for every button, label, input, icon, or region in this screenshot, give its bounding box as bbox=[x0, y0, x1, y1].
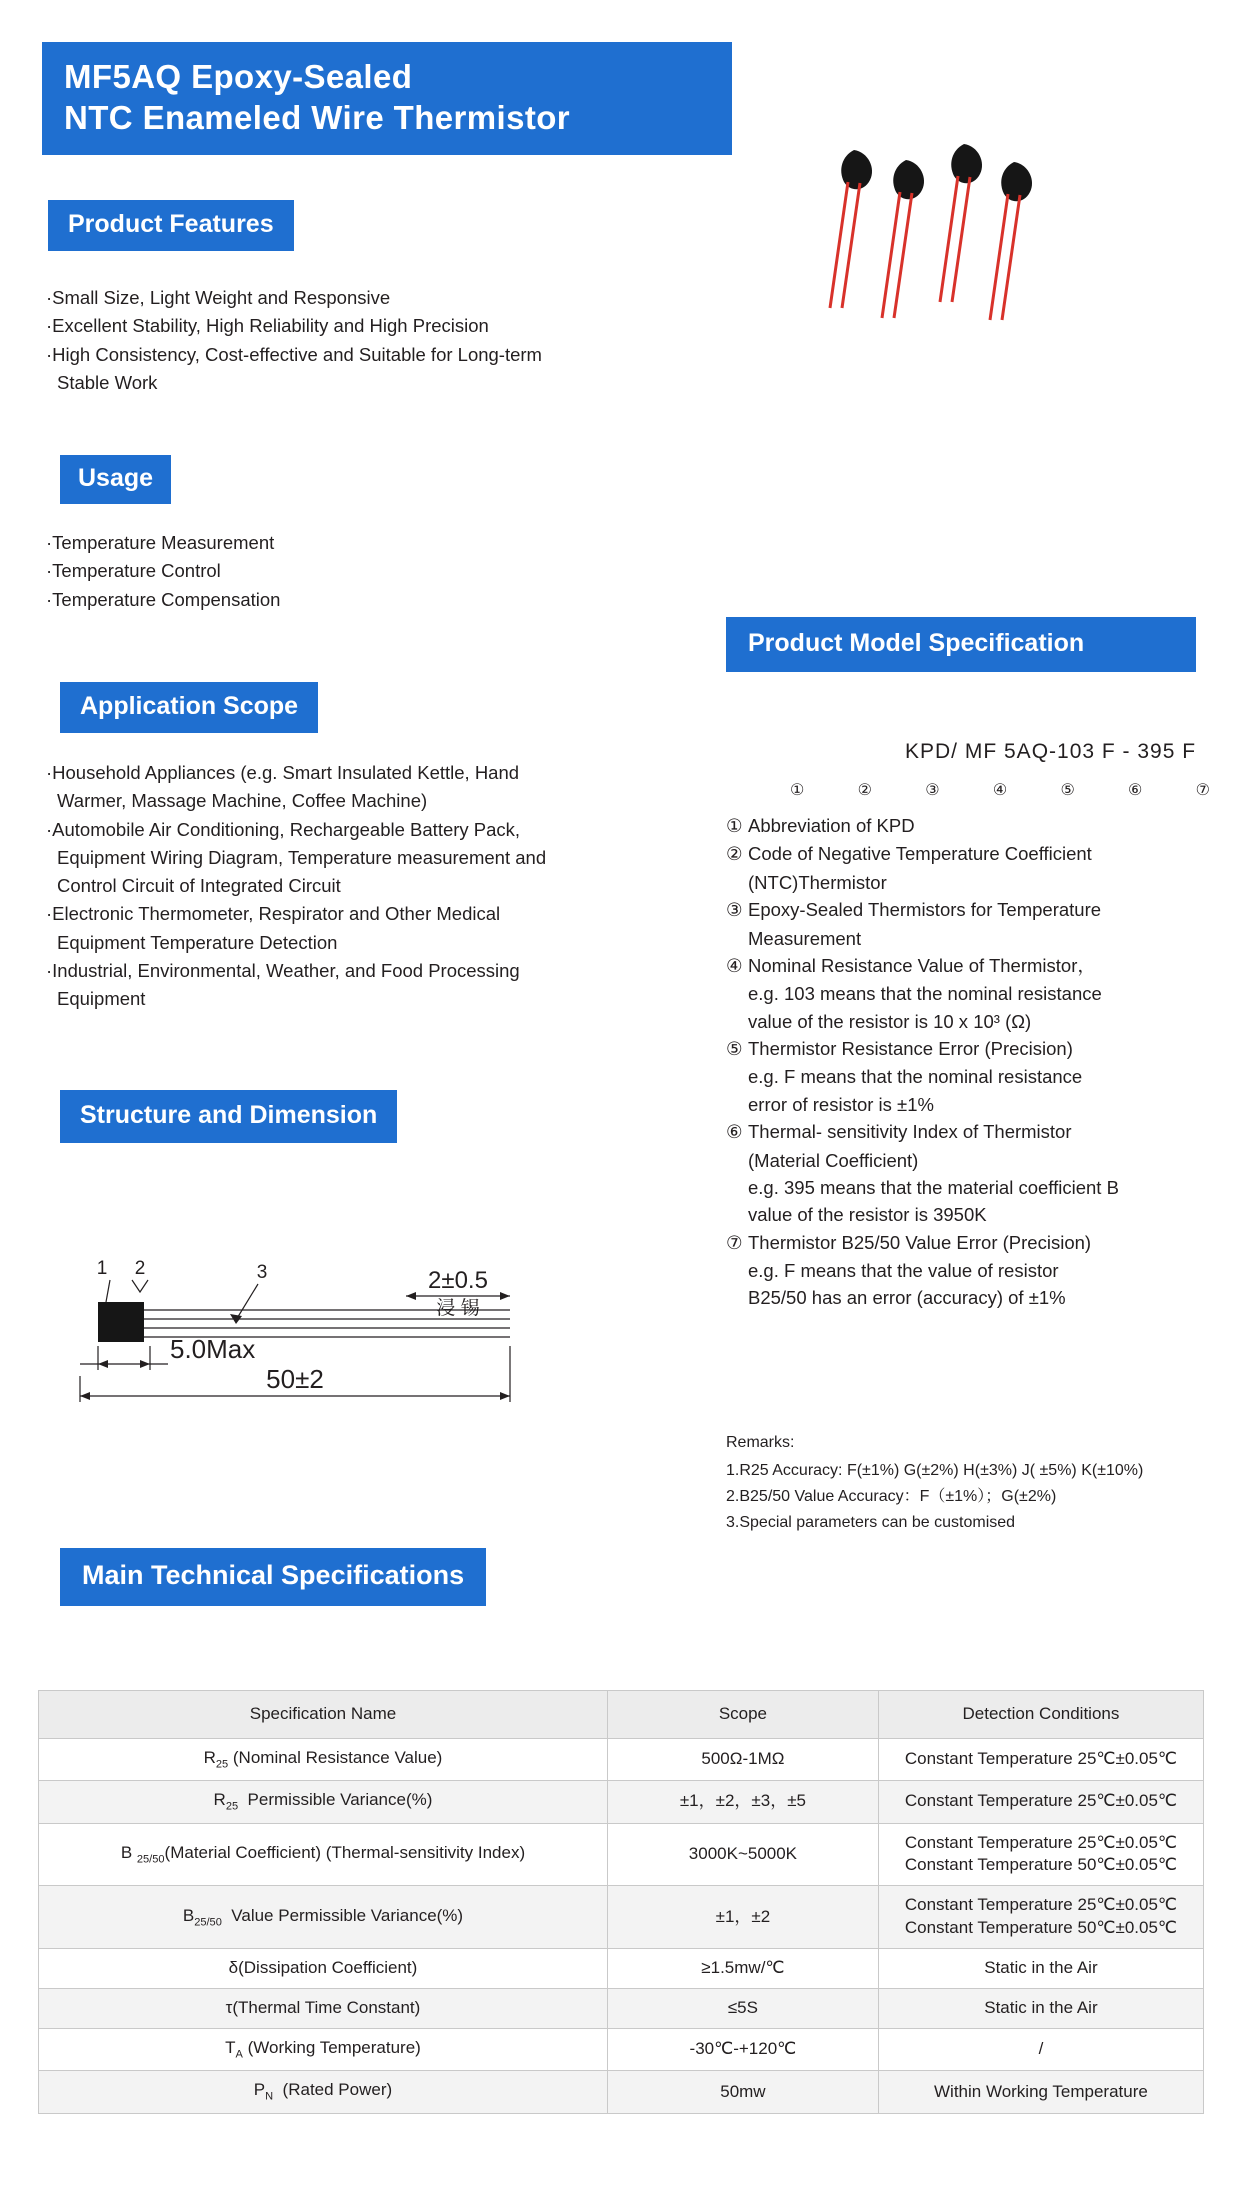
list-item bbox=[726, 952, 1206, 979]
section-heading-application-scope: Application Scope bbox=[60, 682, 318, 733]
marker: ⑤ bbox=[726, 1038, 743, 1059]
legend-text: (NTC)Thermistor bbox=[748, 871, 887, 893]
list-item: Stable Work bbox=[57, 371, 158, 393]
marker: ④ bbox=[726, 954, 743, 976]
cell-scope: 500Ω-1MΩ bbox=[607, 1738, 878, 1780]
spec-table bbox=[38, 1690, 1204, 2114]
cell-conditions: Within Working Temperature bbox=[878, 2071, 1203, 2113]
legend-text: e.g. F means that the nominal resistance bbox=[748, 1066, 1083, 1088]
legend-text: B25/50 has an error (accuracy) of ±1% bbox=[748, 1287, 1066, 1309]
list-item: ·Temperature Control bbox=[46, 560, 221, 582]
cell-name: $P_N$ (Rated Power) bbox=[39, 2071, 608, 2113]
legend-text: Measurement bbox=[748, 927, 862, 949]
legend-text: Thermistor Resistance Error (Precision) bbox=[748, 1038, 1073, 1059]
list-item: ·Industrial, Environmental, Weather, and Food Processing bbox=[46, 959, 520, 981]
dimension-body: 5.0Max bbox=[170, 1334, 256, 1364]
model-legend-list bbox=[726, 812, 1206, 1312]
cell-conditions: Constant Temperature 25℃±0.05℃ bbox=[878, 1738, 1203, 1780]
column-header-conditions: Detection Conditions bbox=[878, 1691, 1203, 1739]
cell-name: $T_A$ (Working Temperature) bbox=[39, 2029, 608, 2071]
table-row bbox=[39, 1823, 1204, 1886]
table-row bbox=[39, 2029, 1204, 2071]
list-item: ·Excellent Stability, High Reliability and High Precision bbox=[46, 315, 489, 337]
legend-text: value of the resistor is 3950K bbox=[748, 1204, 987, 1226]
cell-conditions: Static in the Air bbox=[878, 1949, 1203, 1989]
cell-scope: ±1，±2，±3，±5 bbox=[607, 1781, 878, 1823]
list-item: ·Automobile Air Conditioning, Rechargeable Battery Pack, bbox=[46, 818, 521, 840]
table-header-row bbox=[39, 1691, 1204, 1739]
cell-name: δ(Dissipation Coefficient) bbox=[39, 1949, 608, 1989]
legend-text: Abbreviation of KPD bbox=[748, 815, 915, 836]
remarks-line: 3.Special parameters can be customised bbox=[726, 1513, 1016, 1531]
dimension-top-note: 浸 锡 bbox=[436, 1298, 480, 1319]
marker: ② bbox=[857, 782, 872, 799]
list-item: ·Small Size, Light Weight and Responsive bbox=[46, 287, 391, 308]
table-row bbox=[39, 1949, 1204, 1989]
remarks-line: 1.R25 Accuracy: F(±1%) G(±2%) H(±3%) J( ±5%) K(±10%) bbox=[726, 1461, 1144, 1479]
callout-3: 3 bbox=[256, 1262, 268, 1283]
marker: ⑥ bbox=[726, 1121, 743, 1143]
list-item: Equipment Temperature Detection bbox=[57, 931, 338, 953]
legend-text: Epoxy-Sealed Thermistors for Temperature bbox=[748, 899, 1102, 921]
marker: ④ bbox=[992, 782, 1008, 799]
section-heading-structure: Structure and Dimension bbox=[60, 1090, 397, 1143]
table-row bbox=[39, 1781, 1204, 1823]
cell-scope: ±1，±2 bbox=[607, 1886, 878, 1949]
list-item: ·Household Appliances (e.g. Smart Insulated Kettle, Hand bbox=[46, 762, 520, 783]
list-item: ·Temperature Compensation bbox=[46, 588, 281, 610]
section-heading-usage: Usage bbox=[60, 455, 171, 504]
model-code-markers bbox=[790, 780, 1210, 800]
marker: ① bbox=[726, 815, 743, 836]
marker: ③ bbox=[726, 899, 743, 921]
callout-1: 1 bbox=[96, 1258, 108, 1279]
marker: ⑥ bbox=[1128, 782, 1143, 799]
legend-text: e.g. F means that the value of resistor bbox=[748, 1260, 1059, 1281]
dimension-top: 2±0.5 bbox=[428, 1267, 488, 1294]
legend-text: e.g. 395 means that the material coefficient B bbox=[748, 1176, 1119, 1198]
list-item bbox=[726, 1229, 1206, 1256]
list-item: ·High Consistency, Cost-effective and Suitable for Long-term bbox=[46, 343, 542, 365]
condition-line: Constant Temperature 25℃±0.05℃ bbox=[904, 1895, 1177, 1915]
list-item: ·Electronic Thermometer, Respirator and Other Medical bbox=[46, 903, 501, 925]
list-item bbox=[726, 896, 1206, 923]
page-title-line1: MF5AQ Epoxy-Sealed bbox=[64, 58, 413, 95]
list-item: ·Temperature Measurement bbox=[46, 532, 275, 553]
legend-text: Nominal Resistance Value of Thermistor， bbox=[748, 954, 1096, 976]
cell-conditions: Static in the Air bbox=[878, 1989, 1203, 2029]
cell-scope: 3000K~5000K bbox=[607, 1823, 878, 1886]
dimension-total: 50±2 bbox=[266, 1364, 324, 1394]
cell-scope: -30℃-+120℃ bbox=[607, 2029, 878, 2071]
marker: ① bbox=[790, 782, 805, 799]
cell-conditions bbox=[878, 1886, 1203, 1949]
cell-name: $R_{25}$ Permissible Variance(%) bbox=[39, 1781, 608, 1823]
list-item bbox=[726, 1035, 1206, 1062]
cell-conditions bbox=[878, 1823, 1203, 1886]
condition-line: Constant Temperature 50℃±0.05℃ bbox=[904, 1918, 1177, 1938]
condition-line: Constant Temperature 25℃±0.05℃ bbox=[904, 1832, 1177, 1852]
cell-scope: ≥1.5mw/℃ bbox=[607, 1949, 878, 1989]
remarks-line: 2.B25/50 Value Accuracy：F（±1%）；G(±2%) bbox=[726, 1487, 1057, 1505]
application-scope-list bbox=[46, 760, 686, 1014]
list-item: Warmer, Massage Machine, Coffee Machine) bbox=[57, 790, 428, 812]
cell-scope: ≤5S bbox=[607, 1989, 878, 2029]
usage-list bbox=[46, 530, 566, 615]
dimension-drawing-svg bbox=[40, 1180, 660, 1510]
table-row bbox=[39, 1989, 1204, 2029]
cell-scope: 50mw bbox=[607, 2071, 878, 2113]
marker: ② bbox=[726, 843, 743, 865]
cell-name: $B_{25/50}$ Value Permissible Variance(%) bbox=[39, 1886, 608, 1949]
thermistor-illustration bbox=[790, 130, 1180, 420]
list-item: Control Circuit of Integrated Circuit bbox=[57, 875, 341, 897]
column-header-name: Specification Name bbox=[39, 1691, 608, 1739]
marker: ③ bbox=[925, 782, 940, 799]
model-code: KPD/ MF 5AQ-103 F - 395 F bbox=[905, 740, 1197, 763]
list-item: Equipment bbox=[57, 988, 146, 1010]
cell-conditions: Constant Temperature 25℃±0.05℃ bbox=[878, 1781, 1203, 1823]
list-item bbox=[726, 1118, 1206, 1145]
legend-text: e.g. 103 means that the nominal resistance bbox=[748, 983, 1102, 1005]
list-item bbox=[726, 840, 1206, 867]
section-heading-features: Product Features bbox=[48, 200, 294, 251]
cell-name: $R_{25}$ (Nominal Resistance Value) bbox=[39, 1738, 608, 1780]
callout-2: 2 bbox=[134, 1258, 146, 1279]
features-list bbox=[46, 285, 646, 398]
cell-name: τ(Thermal Time Constant) bbox=[39, 1989, 608, 2029]
list-item bbox=[726, 812, 1206, 839]
page-title-line2: NTC Enameled Wire Thermistor bbox=[64, 99, 571, 137]
legend-text: Code of Negative Temperature Coefficient bbox=[748, 843, 1092, 865]
remarks-title: Remarks: bbox=[726, 1434, 795, 1451]
marker: ⑦ bbox=[726, 1231, 743, 1253]
column-header-scope: Scope bbox=[607, 1691, 878, 1739]
cell-name: B $_{25/50}$(Material Coefficient) (Thermal-sensitivity Index) bbox=[39, 1823, 608, 1886]
table-row bbox=[39, 1886, 1204, 1949]
marker: ⑦ bbox=[1195, 782, 1210, 799]
product-photo bbox=[790, 130, 1180, 420]
page-title bbox=[42, 42, 732, 155]
dimension-drawing bbox=[40, 1180, 660, 1510]
legend-text: Thermal- sensitivity Index of Thermistor bbox=[748, 1121, 1072, 1143]
condition-line: Constant Temperature 50℃±0.05℃ bbox=[904, 1855, 1177, 1875]
marker: ⑤ bbox=[1060, 782, 1075, 799]
legend-text: Thermistor B25/50 Value Error (Precision) bbox=[748, 1231, 1092, 1253]
legend-text: (Material Coefficient) bbox=[748, 1149, 919, 1171]
cell-conditions: / bbox=[878, 2029, 1203, 2071]
table-row bbox=[39, 2071, 1204, 2113]
list-item: Equipment Wiring Diagram, Temperature measurement and bbox=[57, 846, 547, 868]
section-heading-model-spec: Product Model Specification bbox=[726, 617, 1196, 672]
table-row bbox=[39, 1738, 1204, 1780]
legend-text: error of resistor is ±1% bbox=[748, 1093, 934, 1115]
section-heading-main-tech: Main Technical Specifications bbox=[60, 1548, 486, 1606]
legend-text: value of the resistor is 10 x 10³ (Ω) bbox=[748, 1010, 1032, 1032]
remarks-block bbox=[726, 1430, 1226, 1536]
